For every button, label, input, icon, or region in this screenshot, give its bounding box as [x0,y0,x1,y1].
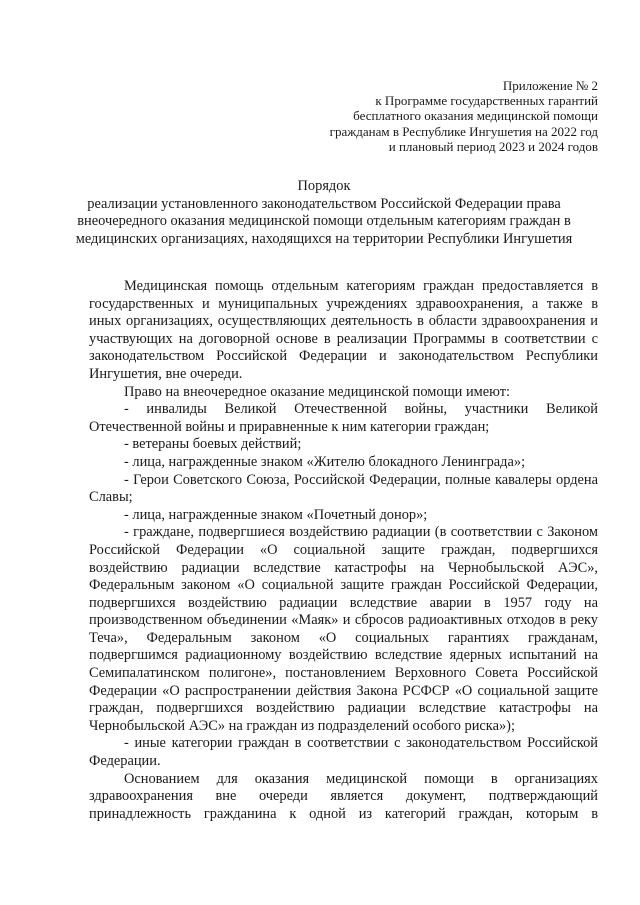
document-title [50,178,598,248]
appendix-line: бесплатного оказания медицинской помощи [353,108,598,124]
title-heading: Порядок [297,178,351,194]
appendix-header [298,78,598,154]
list-item: - лица, награжденные знаком «Почетный донор»; [124,506,428,523]
list-item: - ветераны боевых действий; [124,436,302,453]
list-item: - граждане, подвергшиеся воздействию радиации (в соответствии с Законом Российской Федерации «О социальной защите граждан, подвергшихся воздействию радиации вследствие катастрофы на Чернобыльской АЭС», Федеральным законом «О социальной защите граждан Российской Федерации, подвергшихся воздействию радиации вследствие аварии в 1957 году на производственном объединении «Маяк» и сбросов радиоактивных отходов в реку Теча», Федеральным законом «О социальных гарантиях гражданам, подвергшимся радиационному воздействию вследствие ядерных испытаний на Семипалатинском полигоне», постановлением Верховного Совета Российской Федерации «О распространении действия Закона РСФСР «О социальной защите граждан, подвергшихся воздействию радиации вследствие катастрофы на Чернобыльской АЭС» на граждан из подразделений особого риска»); [89,524,598,734]
list-item: - Герои Советского Союза, Российской Федерации, полные кавалеры ордена Славы; [89,471,598,506]
appendix-line: гражданам в Республике Ингушетия на 2022 год [329,123,598,139]
appendix-line: к Программе государственных гарантий [375,93,598,109]
appendix-line: и плановый период 2023 и 2024 годов [388,138,598,154]
appendix-line: Приложение № 2 [502,78,598,93]
document-body [89,278,598,823]
list-item: - лица, награжденные знаком «Жителю блокадного Ленинграда»; [124,453,526,470]
title-line: реализации установленного законодательством Российской Федерации права [87,195,561,212]
body-paragraph: Право на внеочередное оказание медицинской помощи имеют: [124,383,510,400]
body-paragraph: Медицинская помощь отдельным категориям граждан предоставляется в государственных и муниципальных учреждениях здравоохранения, а также в иных организациях, осуществляющих деятельность в области здравоохранения и участвующих на договорной основе в реализации Программы в соответствии с законодательством Российской Федерации и законодательством Республики Ингушетия, вне очереди. [89,278,598,382]
title-line: внеочередного оказания медицинской помощи отдельным категориям граждан в [77,213,571,230]
list-item: - инвалиды Великой Отечественной войны, участники Великой Отечественной войны и приравненные к ним категории граждан; [89,401,598,435]
body-paragraph: Основанием для оказания медицинской помощи в организациях здравоохранения вне очереди является документ, подтверждающий принадлежность гражданина к одной из категорий граждан, которым в [89,770,598,822]
list-item: - иные категории граждан в соответствии с законодательством Российской Федерации. [89,735,598,770]
title-line: медицинских организациях, находящихся на территории Республики Ингушетия [75,230,573,247]
